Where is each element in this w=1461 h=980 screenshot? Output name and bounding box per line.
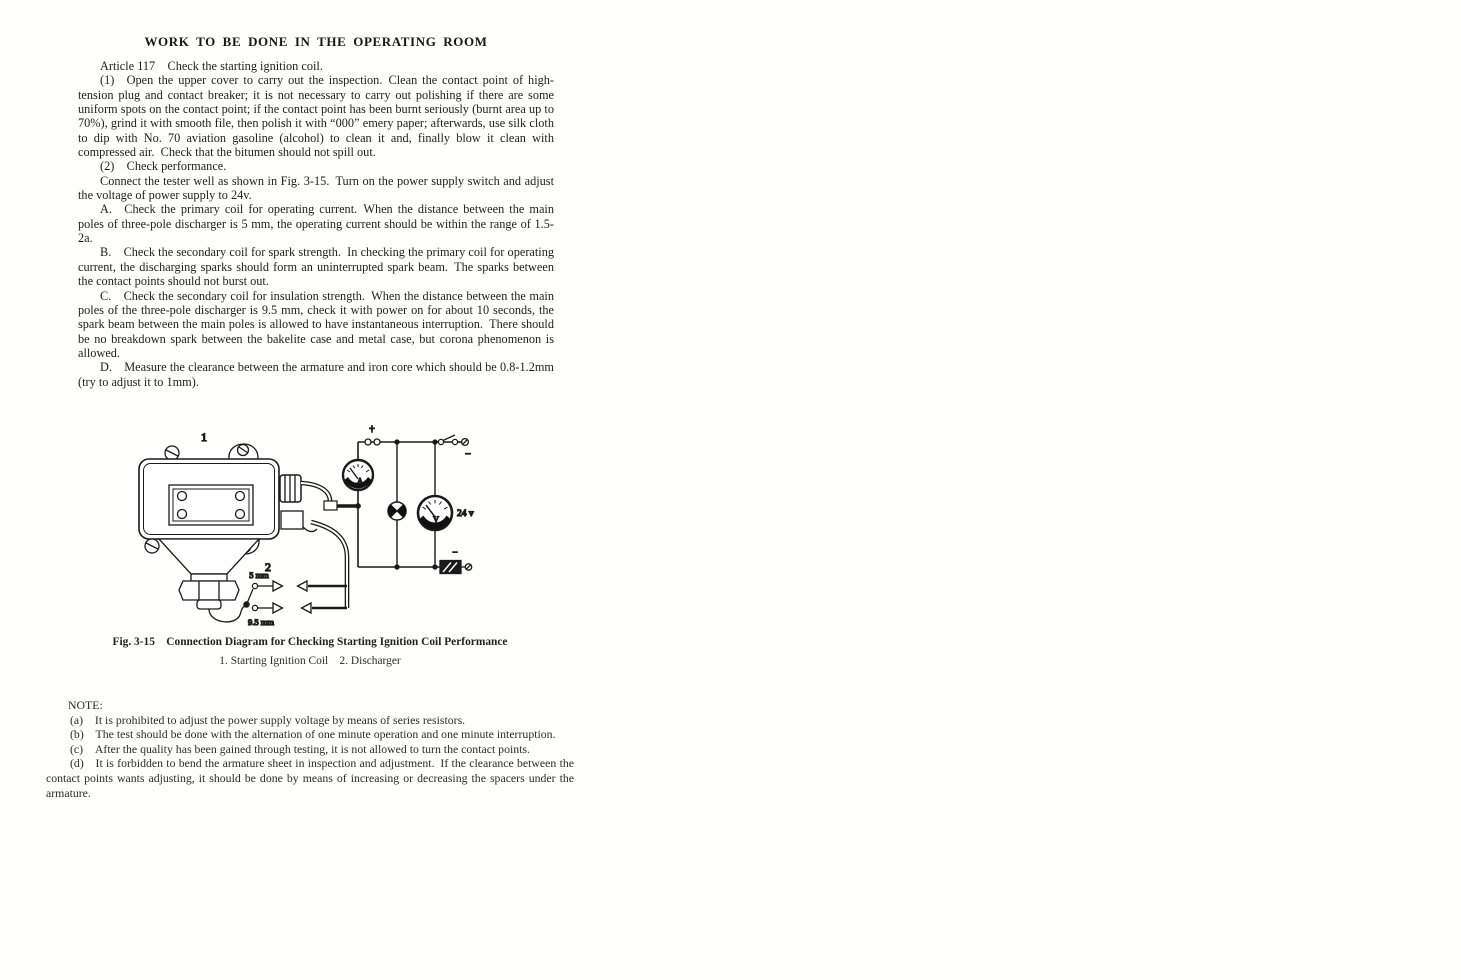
gap-large-label: 9.5 mm [248,617,274,627]
voltmeter-icon [418,496,452,530]
connection-diagram-figure [125,423,485,635]
ammeter-letter: A [357,477,363,485]
minus-top-label: − [465,449,471,460]
paragraph: (1) Open the upper cover to carry out the inspection. Clean the contact point of high-tension plug and contact breaker; it is not necessary to carry out polishing if there are some uniform spots on the contact point; if the contact point has been burnt seriously (burnt area up to 70%), grind it with smooth file, then polish it with “000” emery paper; afterwards, use silk cloth to dip with No. 70 aviation gasoline (alcohol) to clean it and, finally blow it clean with compressed air. Check that the bitumen should not spill out. [78,73,554,160]
note-item: (a) It is prohibited to adjust the power supply voltage by means of series resistors. [70,712,466,727]
lamp-icon [388,502,406,520]
note-item: (c) After the quality has been gained through testing, it is not allowed to turn the contact points. [70,741,530,756]
figure-subcaption: 1. Starting Ignition Coil 2. Discharger [219,655,401,667]
discharger-number-label: 2 [265,560,271,574]
article-body [78,59,554,389]
paragraph: Connect the tester well as shown in Fig. 3-15. Turn on the power supply switch and adjust the voltage of power supply to 24v. [78,173,554,203]
resistor-icon [440,561,472,574]
paragraph: A. Check the primary coil for operating current. When the distance between the main poles of three-pole discharger is 5 mm, the operating current should be within the range of 1.5-2a. [78,202,554,246]
high-tension-wires [301,483,358,608]
paragraph: C. Check the secondary coil for insulation strength. When the distance between the main poles of the three-pole discharger is 9.5 mm, check it with power on for about 10 seconds, the spark beam between the main poles is allowed to have instantaneous interruption. There should be no breakdown spark between the bakelite case and metal case, but corona phenomenon is allowed. [78,288,554,360]
paragraph: Article 117 Check the starting ignition coil. [100,59,323,73]
plus-label: + [369,424,375,435]
paragraph: (2) Check performance. [100,159,227,174]
note-heading: NOTE: [68,698,103,712]
gap-small-label: 5 mm [249,570,269,580]
note-item: (b) The test should be done with the alternation of one minute operation and one minute interruption. [70,727,556,742]
connection-diagram-svg [125,423,485,635]
coil-number-label: 1 [201,430,207,444]
page-title: WORK TO BE DONE IN THE OPERATING ROOM [144,34,488,49]
ignition-coil-drawing [139,444,317,622]
paragraph: D. Measure the clearance between the armature and iron core which should be 0.8-1.2mm (try to adjust it to 1mm). [78,360,554,389]
figure-caption: Fig. 3-15 Connection Diagram for Checking Starting Ignition Coil Performance [112,636,508,648]
ammeter-icon [343,460,373,490]
voltmeter-letter: V [433,515,439,524]
note-section [46,698,574,800]
discharger-drawing [252,581,311,613]
voltage-label: 24 v [457,509,474,519]
minus-bottom-label: − [452,547,458,557]
switch-icon [438,435,468,445]
paragraph: B. Check the secondary coil for spark strength. In checking the primary coil for operating current, the discharging sparks should form an uninterrupted spark beam. The sparks between the contact points should not burst out. [78,245,554,289]
note-item: (d) It is forbidden to bend the armature sheet in inspection and adjustment. If the clearance between the contact points wants adjusting, it should be done by means of increasing or decreasing the spacers under the armature. [46,756,574,800]
